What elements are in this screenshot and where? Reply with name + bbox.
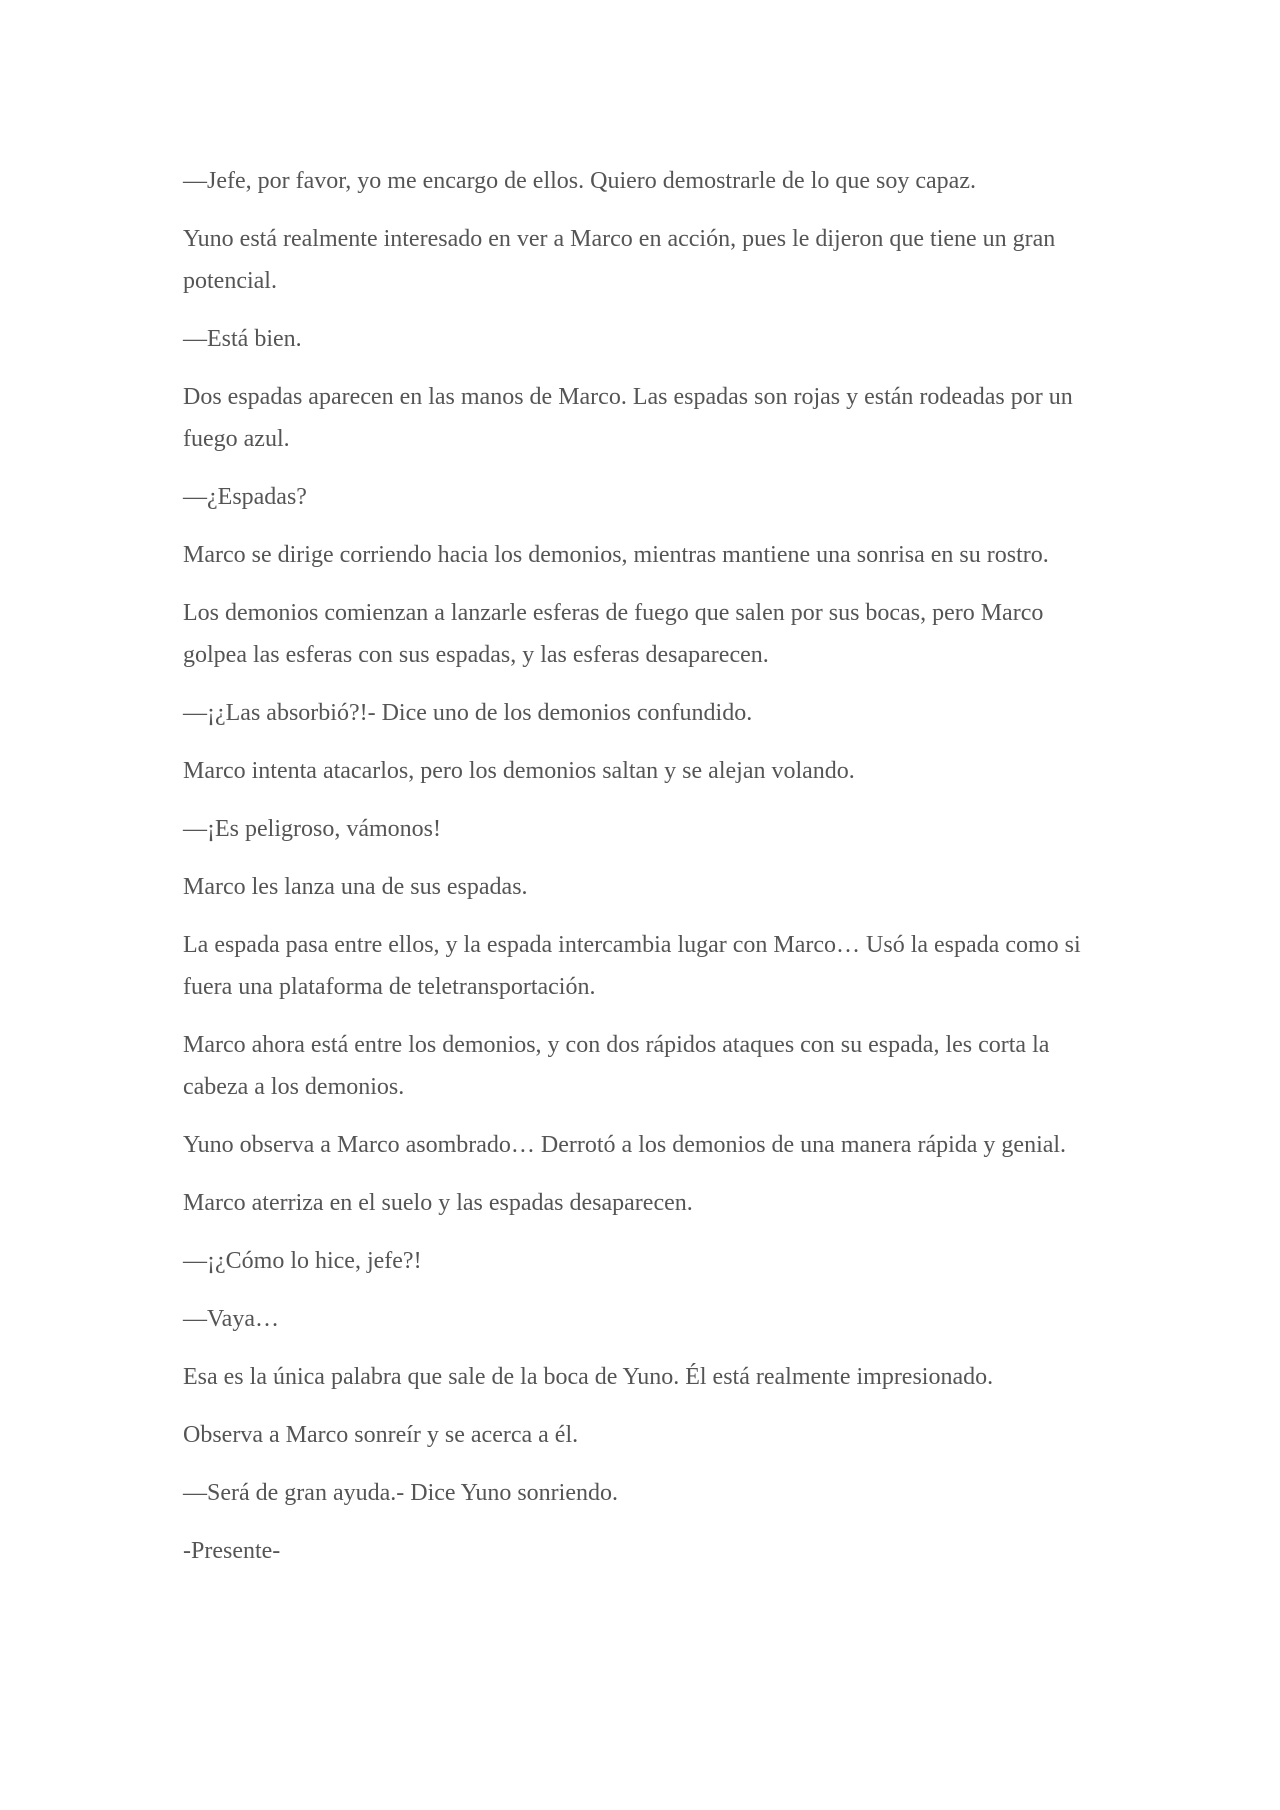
paragraph: Yuno está realmente interesado en ver a Marco en acción, pues le dijeron que tiene un gran potencial. — [183, 226, 1056, 294]
paragraph: Dos espadas aparecen en las manos de Marco. Las espadas son rojas y están rodeadas por un fuego azul. — [183, 384, 1073, 452]
paragraph: —Será de gran ayuda.- Dice Yuno sonriendo. — [183, 1480, 618, 1506]
paragraph: —Jefe, por favor, yo me encargo de ellos. Quiero demostrarle de lo que soy capaz. — [183, 168, 976, 194]
paragraph: Los demonios comienzan a lanzarle esferas de fuego que salen por sus bocas, pero Marco golpea las esferas con sus espadas, y las esferas desaparecen. — [183, 600, 1044, 668]
paragraph: —¡Es peligroso, vámonos! — [183, 816, 441, 842]
paragraph: —Vaya… — [183, 1306, 279, 1332]
paragraph: —Está bien. — [183, 326, 302, 352]
paragraph: Marco intenta atacarlos, pero los demonios saltan y se alejan volando. — [183, 758, 855, 784]
paragraph: La espada pasa entre ellos, y la espada intercambia lugar con Marco… Usó la espada como si fuera una plataforma de teletransportación. — [183, 932, 1081, 1000]
paragraph: Marco ahora está entre los demonios, y con dos rápidos ataques con su espada, les corta la cabeza a los demonios. — [183, 1032, 1050, 1100]
paragraph: —¿Espadas? — [183, 484, 307, 510]
paragraph: Observa a Marco sonreír y se acerca a él. — [183, 1422, 579, 1448]
paragraph: —¡¿Las absorbió?!- Dice uno de los demonios confundido. — [183, 700, 753, 726]
paragraph: —¡¿Cómo lo hice, jefe?! — [183, 1248, 422, 1274]
paragraph: Yuno observa a Marco asombrado… Derrotó a los demonios de una manera rápida y genial. — [183, 1132, 1067, 1158]
document-body — [183, 160, 1103, 1588]
paragraph: -Presente- — [183, 1538, 281, 1564]
paragraph: Esa es la única palabra que sale de la boca de Yuno. Él está realmente impresionado. — [183, 1364, 994, 1390]
paragraph: Marco aterriza en el suelo y las espadas desaparecen. — [183, 1190, 693, 1216]
paragraph: Marco les lanza una de sus espadas. — [183, 874, 528, 900]
paragraph: Marco se dirige corriendo hacia los demonios, mientras mantiene una sonrisa en su rostro. — [183, 542, 1049, 568]
